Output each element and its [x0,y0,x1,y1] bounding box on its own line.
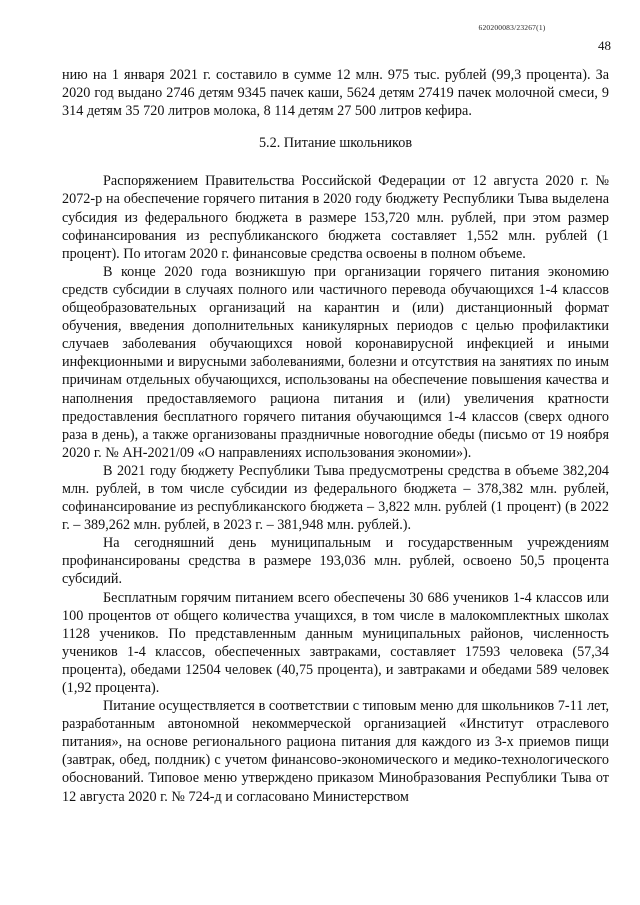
paragraph-continuation: нию на 1 января 2021 г. составило в сумме 12 млн. 975 тыс. рублей (99,3 процента). За 2020 год выдано 2746 детям 9345 пачек каши, 5624 детям 27419 пачек молочной смеси, 9 314 детям 35 720 литров молока, 8 114 детям 27 500 литров кефира. [62,67,609,120]
paragraph-menu: Питание осуществляется в соответствии с типовым меню для школьников 7-11 лет, разработанным автономной некоммерческой организацией «Институт отраслевого питания», на основе регионального рациона питания для каждого из 3-х приемов пищи (завтрак, обед, полдник) с учетом финансово-экономического и медико-технологического обоснований. Типовое меню утверждено приказом Минобразования Республики Тыва от 12 августа 2020 г. № 724-д и согласовано Министерством [62,698,609,805]
document-id: 620200083/23267(1) [478,23,546,32]
document-body [62,66,609,806]
page-number: 48 [598,38,611,53]
paragraph-budget-2021: В 2021 году бюджету Республики Тыва предусмотрены средства в объеме 382,204 млн. рублей, в том числе субсидии из федерального бюджета – 378,382 млн. рублей, софинансирование из республиканского бюджета – 3,822 млн. рублей (1 процент) (в 2022 г. – 389,262 млн. рублей, в 2023 г. – 381,948 млн. рублей.). [62,462,609,534]
section-heading: 5.2. Питание школьников [258,135,413,152]
paragraph-savings-usage: В конце 2020 года возникшую при организации горячего питания экономию средств субсидии в случаях полного или частичного перевода обучающихся 1-4 классов общеобразовательных организаций на карантин и (или) дистанционный формат обучения, введения дополнительных каникулярных периодов с целью профилактики случаев заболевания обучающихся новой коронавирусной инфекцией и иными инфекционными и вирусными заболеваниями, болезни и отсутствия на занятиях по иным причинам отдельных обучающихся, использованы на обеспечение повышения качества и наполнения предоставляемого рациона питания и (или) увеличения кратности предоставления бесплатного горячего питания обучающимся 1-4 классов (сверх одного раза в день), а также организованы праздничные новогодние обеды (письмо от 19 ноября 2020 г. № АН-2021/09 «О направлениях использования экономии»). [62,263,609,461]
paragraph-funding-2020: Распоряжением Правительства Российской Федерации от 12 августа 2020 г. № 2072-р на обеспечение горячего питания в 2020 году бюджету Республики Тыва выделена субсидия из федерального бюджета в размере 153,720 млн. рублей, при этом размер софинансирования из республиканского бюджета составляет 1,552 млн. рублей (1 процент). По итогам 2020 г. финансовые средства освоены в полном объеме. [62,173,609,262]
paragraph-financed-amount: На сегодняшний день муниципальным и государственным учреждениям профинансированы средства в размере 193,036 млн. рублей, освоено 50,5 процента субсидий. [62,535,609,588]
paragraph-students-covered: Бесплатным горячим питанием всего обеспечены 30 686 учеников 1-4 классов или 100 процентов от общего количества учащихся, в том числе в малокомплектных школах 1128 учеников. По представленным данным муниципальных районов, численность учеников 1-4 классов, обеспеченных завтраками, составляет 17593 человека (57,34 процента), обедами 12504 человек (40,75 процента), и завтраками и обедами 589 человек (1,92 процента). [62,589,609,696]
